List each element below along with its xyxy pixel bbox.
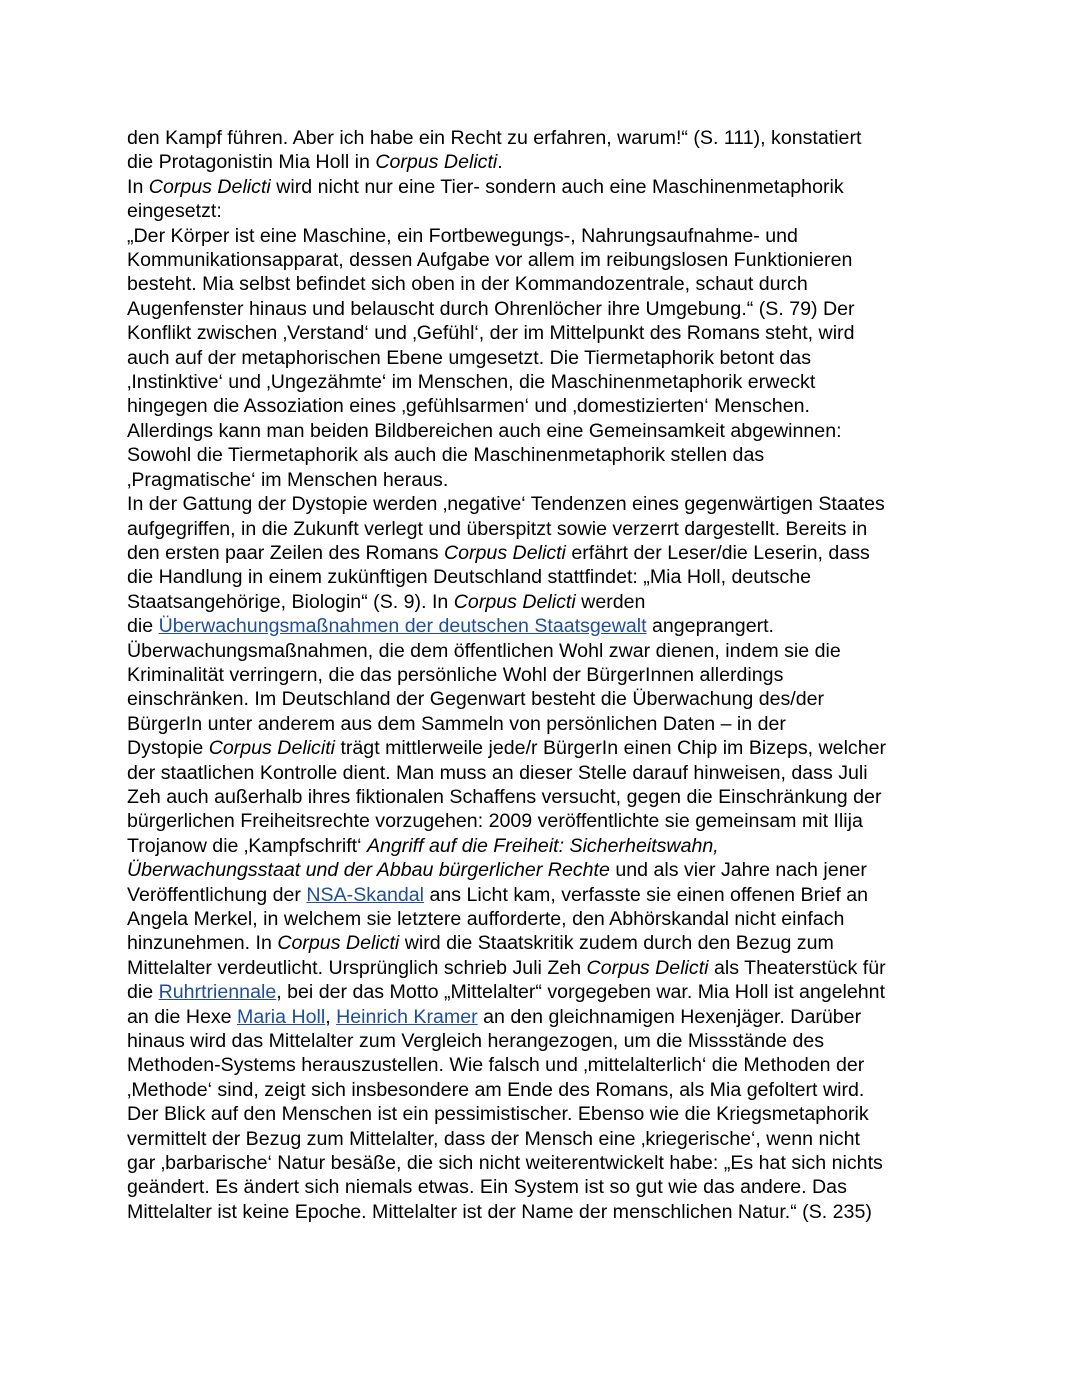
text-segment: hingegen die Assoziation eines ‚gefühlsarmen‘ und ‚domestizierten‘ Menschen. [127, 395, 810, 418]
text-line [127, 394, 957, 418]
text-line [127, 785, 957, 809]
text-line [127, 419, 957, 443]
text-line [127, 541, 957, 565]
text-segment: ‚Instinktive‘ und ‚Ungezähmte‘ im Menschen, die Maschinenmetaphorik erweckt [127, 371, 816, 394]
text-segment: Kriminalität verringern, die das persönliche Wohl der BürgerInnen allerdings [127, 663, 784, 686]
text-segment: geändert. Es ändert sich niemals etwas. Ein System ist so gut wie das andere. Das [127, 1176, 847, 1199]
hyperlink[interactable]: NSA-Skandal [306, 883, 425, 906]
text-segment: und als vier Jahre nach jener [609, 859, 867, 882]
text-segment: Sowohl die Tiermetaphorik als auch die Maschinenmetaphorik stellen das [127, 444, 765, 467]
text-segment: „Der Körper ist eine Maschine, ein Fortbewegungs-, Nahrungsaufnahme- und [127, 224, 798, 247]
text-segment: wird die Staatskritik zudem durch den Bezug zum [399, 932, 834, 955]
text-segment: Zeh auch außerhalb ihres fiktionalen Schaffens versucht, gegen die Einschränkung der [127, 785, 882, 808]
text-segment: an die Hexe [127, 1005, 238, 1028]
text-segment: besteht. Mia selbst befindet sich oben in der Kommandozentrale, schaut durch [127, 273, 808, 296]
text-segment: eingesetzt: [127, 200, 222, 223]
text-segment: die Handlung in einem zukünftigen Deutschland stattfindet: „Mia Holl, deutsche [127, 566, 812, 589]
text-line [127, 663, 957, 687]
text-line [127, 956, 957, 980]
text-segment: der staatlichen Kontrolle dient. Man muss an dieser Stelle darauf hinweisen, dass Juli [127, 761, 868, 784]
text-segment: vermittelt der Bezug zum Mittelalter, dass der Mensch eine ‚kriegerische‘, wenn nicht [127, 1127, 860, 1150]
hyperlink[interactable]: Überwachungsmaßnahmen der deutschen Staatsgewalt [158, 615, 647, 638]
text-segment: In [127, 175, 149, 198]
text-line [127, 297, 957, 321]
text-line [127, 370, 957, 394]
text-line [127, 761, 957, 785]
italic-text: Corpus Delicti [148, 175, 271, 198]
text-segment: hinaus wird das Mittelalter zum Vergleich herangezogen, um die Missstände des [127, 1030, 825, 1053]
text-line [127, 590, 957, 614]
text-line [127, 687, 957, 711]
text-line [127, 468, 957, 492]
text-segment: In der Gattung der Dystopie werden ‚negative‘ Tendenzen eines gegenwärtigen Staates [127, 493, 885, 516]
text-line [127, 443, 957, 467]
hyperlink[interactable]: Maria Holl [237, 1005, 326, 1028]
text-line [127, 126, 957, 150]
text-segment: Der Blick auf den Menschen ist ein pessimistischer. Ebenso wie die Kriegsmetaphorik [127, 1103, 869, 1126]
text-line [127, 1151, 957, 1175]
text-line [127, 883, 957, 907]
text-segment: , [325, 1005, 337, 1028]
text-segment: hinzunehmen. In [127, 932, 278, 955]
text-line [127, 712, 957, 736]
hyperlink[interactable]: Heinrich Kramer [336, 1005, 478, 1028]
text-line [127, 346, 957, 370]
text-line [127, 809, 957, 833]
text-segment: aufgegriffen, in die Zukunft verlegt und überspitzt sowie verzerrt dargestellt. Bereits in [127, 517, 868, 540]
text-segment: an den gleichnamigen Hexenjäger. Darüber [477, 1005, 862, 1028]
text-segment: angeprangert. [646, 615, 775, 638]
text-segment: einschränken. Im Deutschland der Gegenwart besteht die Überwachung des/der [127, 688, 825, 711]
text-segment: wird nicht nur eine Tier- sondern auch eine Maschinenmetaphorik [270, 175, 844, 198]
text-line [127, 1127, 957, 1151]
text-segment: Dystopie [127, 737, 209, 760]
text-segment: werden [575, 590, 646, 613]
text-segment: den Kampf führen. Aber ich habe ein Recht zu erfahren, warum!“ (S. 111), konstatiert [127, 127, 862, 149]
text-segment: trägt mittlerweile jede/r BürgerIn einen Chip im Bizeps, welcher [335, 737, 887, 760]
text-segment: Staatsangehörige, Biologin“ (S. 9). In [127, 590, 454, 613]
text-segment: ans Licht kam, verfasste sie einen offenen Brief an [424, 883, 869, 906]
text-line [127, 199, 957, 223]
text-segment: Methoden-Systems herauszustellen. Wie falsch und ‚mittelalterlich‘ die Methoden der [127, 1054, 865, 1077]
text-segment: bürgerlichen Freiheitsrechte vorzugehen: 2009 veröffentlichte sie gemeinsam mit Ilija [127, 810, 863, 833]
text-segment: die Protagonistin Mia Holl in [127, 151, 376, 174]
text-segment: . [497, 151, 503, 174]
text-segment: den ersten paar Zeilen des Romans [127, 541, 444, 564]
text-line [127, 492, 957, 516]
text-segment: Kommunikationsapparat, dessen Aufgabe vor allem im reibungslosen Funktionieren [127, 249, 853, 272]
text-line [127, 248, 957, 272]
text-line [127, 175, 957, 199]
text-segment: ‚Methode‘ sind, zeigt sich insbesondere am Ende des Romans, als Mia gefoltert wird. [127, 1078, 865, 1101]
text-line [127, 907, 957, 931]
text-line [127, 1053, 957, 1077]
italic-text: Corpus Delicti [375, 151, 498, 174]
italic-text: Corpus Delicti [586, 956, 709, 979]
text-line [127, 1200, 957, 1224]
text-line [127, 517, 957, 541]
text-line [127, 224, 957, 248]
text-segment: Augenfenster hinaus und belauscht durch Ohrenlöcher ihre Umgebung.“ (S. 79) Der [127, 297, 855, 320]
text-line [127, 1005, 957, 1029]
text-line [127, 1102, 957, 1126]
text-line [127, 1029, 957, 1053]
italic-text: Corpus Deliciti [208, 737, 335, 760]
hyperlink[interactable]: Ruhrtriennale [158, 981, 277, 1004]
text-segment: ‚Pragmatische‘ im Menschen heraus. [127, 468, 449, 491]
italic-text: Corpus Delicti [453, 590, 576, 613]
text-segment: Angela Merkel, in welchem sie letztere aufforderte, den Abhörskandal nicht einfach [127, 908, 845, 930]
text-line [127, 1078, 957, 1102]
text-segment: BürgerIn unter anderem aus dem Sammeln von persönlichen Daten – in der [127, 712, 786, 735]
text-segment: Trojanow die ‚Kampfschrift‘ [127, 834, 367, 857]
text-segment: auch auf der metaphorischen Ebene umgesetzt. Die Tiermetaphorik betont das [127, 346, 812, 369]
italic-text: Corpus Delicti [443, 541, 566, 564]
text-segment: Konflikt zwischen ‚Verstand‘ und ‚Gefühl‘, der im Mittelpunkt des Romans steht, wird [127, 322, 855, 345]
text-line [127, 834, 957, 858]
text-line [127, 858, 957, 882]
text-line [127, 931, 957, 955]
italic-text: Corpus Delicti [277, 932, 400, 955]
text-segment: Überwachungsmaßnahmen, die dem öffentlichen Wohl zwar dienen, indem sie die [127, 639, 841, 662]
text-line [127, 736, 957, 760]
text-line [127, 321, 957, 345]
text-segment: gar ‚barbarische‘ Natur besäße, die sich nicht weiterentwickelt habe: „Es hat sich nichts [127, 1152, 883, 1175]
text-line [127, 1175, 957, 1199]
italic-text: Überwachungsstaat und der Abbau bürgerlicher Rechte [127, 859, 610, 882]
text-line [127, 150, 957, 174]
text-segment: Allerdings kann man beiden Bildbereichen auch eine Gemeinsamkeit abgewinnen: [127, 419, 842, 442]
text-line [127, 980, 957, 1004]
text-segment: als Theaterstück für [708, 956, 886, 979]
text-line [127, 272, 957, 296]
text-segment: die [127, 981, 159, 1004]
text-line [127, 614, 957, 638]
text-line [127, 639, 957, 663]
text-segment: Veröffentlichung der [127, 883, 307, 906]
text-segment: Mittelalter ist keine Epoche. Mittelalter ist der Name der menschlichen Natur.“ (S. 235) [127, 1200, 872, 1223]
text-segment: Mittelalter verdeutlicht. Ursprünglich schrieb Juli Zeh [127, 956, 587, 979]
text-line [127, 565, 957, 589]
text-segment: erfährt der Leser/die Leserin, dass [565, 541, 870, 564]
text-segment: , bei der das Motto „Mittelalter“ vorgegeben war. Mia Holl ist angelehnt [276, 981, 886, 1004]
italic-text: Angriff auf die Freiheit: Sicherheitswahn, [366, 834, 719, 857]
document-body [127, 126, 957, 1224]
text-segment: die [127, 615, 159, 638]
